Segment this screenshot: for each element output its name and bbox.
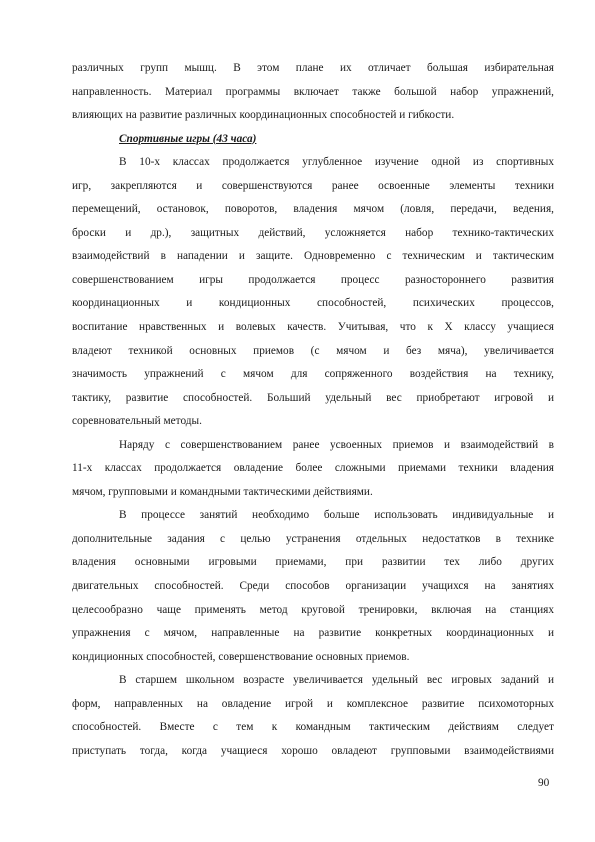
text-line: мячом, групповыми и командными тактическими действиями. (72, 485, 373, 498)
text-line: В 10-х классах продолжается углубленное изучение одной из спортивных (119, 156, 554, 169)
text-line: упражнения с мячом, направленные на развитие конкретных координационных и (72, 627, 554, 640)
text-line: перемещений, остановок, поворотов, владения мячом (ловля, передачи, ведения, (72, 203, 554, 216)
body-text (72, 57, 554, 763)
text-line: значимость упражнений с мячом для сопряженного воздействия на технику, (72, 368, 554, 381)
text-line: соревновательный методы. (72, 415, 202, 428)
text-line: 11-х классах продолжается овладение более сложными приемами техники владения (72, 462, 554, 475)
text-line: совершенствованием игры продолжается процесс разностороннего развития (72, 273, 554, 286)
text-line: тактику, развитие способностей. Больший удельный вес приобретают игровой и (72, 391, 554, 404)
text-line: приступать тогда, когда учащиеся хорошо овладеют групповыми взаимодействиями (72, 744, 554, 757)
text-line: В процессе занятий необходимо больше использовать индивидуальные и (119, 509, 554, 522)
page-number: 90 (538, 777, 550, 789)
text-line: дополнительные задания с целью устранения отдельных недостатков в технике (72, 532, 554, 545)
text-line: Наряду с совершенствованием ранее усвоенных приемов и взаимодействий в (119, 438, 554, 451)
text-line: целесообразно чаще применять метод круговой тренировки, включая на станциях (72, 603, 554, 616)
text-line: броски и др.), защитных действий, усложняется набор технико-тактических (72, 226, 554, 239)
section-heading: Спортивные игры (43 часа) (119, 132, 257, 145)
text-line: воспитание нравственных и волевых качеств. Учитывая, что к X классу учащиеся (72, 321, 554, 334)
text-line: В старшем школьном возрасте увеличивается удельный вес игровых заданий и (119, 674, 554, 687)
text-line: форм, направленных на овладение игрой и комплексное развитие психомоторных (72, 697, 554, 710)
text-line: взаимодействий в нападении и защите. Одновременно с техническим и тактическим (72, 250, 554, 263)
text-line: влияющих на развитие различных координационных способностей и гибкости. (72, 109, 455, 122)
text-line: координационных и кондиционных способностей, психических процессов, (72, 297, 554, 310)
text-line: владеют техникой основных приемов (с мячом и без мяча), увеличивается (72, 344, 554, 357)
text-line: кондиционных способностей, совершенствование основных приемов. (72, 650, 410, 663)
text-line: игр, закрепляются и совершенствуются ранее освоенные элементы техники (72, 179, 554, 192)
text-line: способностей. Вместе с тем к командным тактическим действиям следует (72, 721, 554, 734)
text-line: различных групп мышц. В этом плане их отличает большая избирательная (72, 62, 554, 74)
text-line: владения основными игровыми приемами, при развитии тех либо других (72, 556, 554, 569)
text-line: направленность. Материал программы включает также большой набор упражнений, (72, 85, 554, 98)
text-line: двигательных способностей. Среди способов организации учащихся на занятиях (72, 580, 554, 593)
